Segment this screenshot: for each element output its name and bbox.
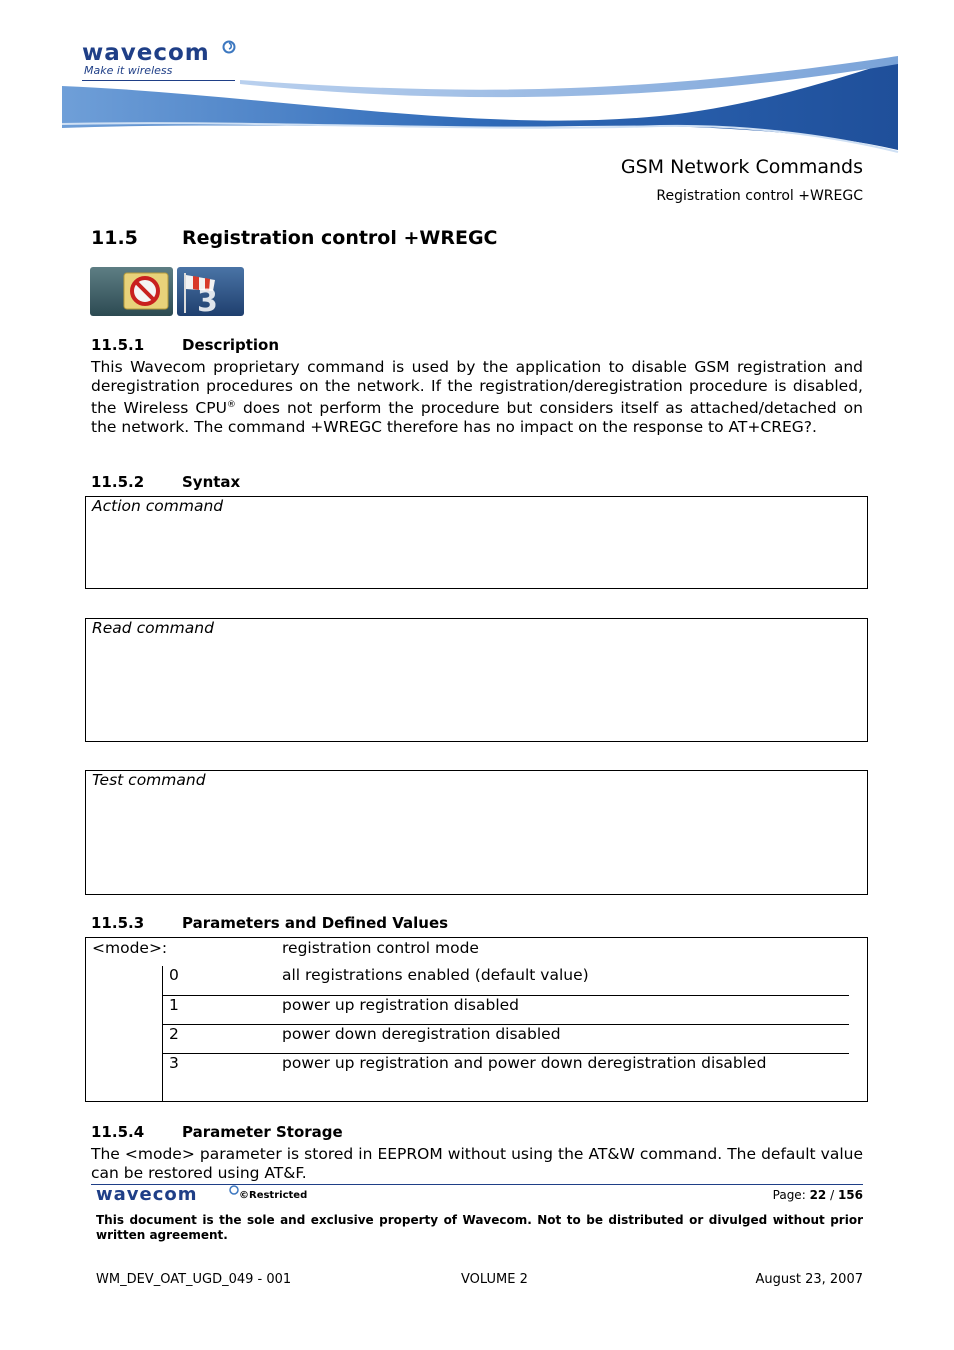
footer-volume: VOLUME 2 [461,1272,528,1287]
wavecom-swirl-icon [222,40,236,54]
heading-number: 11.5 [91,227,138,249]
header-wave-graphic [60,54,900,154]
windsock-icon [177,267,244,316]
heading-title: Registration control +WREGC [182,227,498,249]
param-value-3-desc: power up registration and power down deregistration disabled [282,1054,767,1072]
param-description: registration control mode [282,939,479,957]
syntax-number: 11.5.2 [91,473,145,491]
param-value-2-desc: power down deregistration disabled [282,1025,561,1043]
read-command-label: Read command [92,619,214,637]
footer-restricted-label: ©Restricted [239,1190,308,1201]
storage-heading [91,1123,343,1141]
storage-title: Parameter Storage [182,1123,343,1141]
test-command-label: Test command [92,771,206,789]
footer-rule [91,1184,863,1185]
description-text: This Wavecom proprietary command is used by the application to disable GSM registration and deregistration procedures on the network. If the registration/deregistration procedure is disabled, the Wireless CPU® does not perform the procedure but considers itself as attached/detached on the network. The command +WREGC therefore has no impact on the response to AT+CREG?. [91,358,863,437]
parameters-number: 11.5.3 [91,914,145,932]
syntax-title: Syntax [182,473,241,491]
parameters-title: Parameters and Defined Values [182,914,449,932]
value-column-divider [162,966,163,1101]
description-number: 11.5.1 [91,336,145,354]
param-value-1-desc: power up registration disabled [282,996,520,1014]
description-heading [91,336,279,354]
storage-number: 11.5.4 [91,1123,145,1141]
param-name: <mode>: [92,939,168,957]
parameters-heading [91,914,448,932]
registered-mark: ® [226,400,236,410]
footer-confidentiality-note: This document is the sole and exclusive property of Wavecom. Not to be distributed or divulged without prior written agreement. [96,1213,863,1242]
footer-date: August 23, 2007 [755,1272,863,1287]
footer-doc-reference: WM_DEV_OAT_UGD_049 - 001 [96,1272,292,1287]
param-value-2: 2 [169,1025,179,1043]
logo-tagline: Make it wireless [84,64,173,77]
footer-page-number: Page: 22 / 156 [772,1188,863,1202]
param-value-0: 0 [169,966,179,984]
parameters-table [85,937,868,1102]
footer-swirl-icon [229,1185,239,1195]
param-value-3: 3 [169,1054,179,1072]
test-command-box [85,770,868,895]
syntax-heading [91,473,240,491]
description-title: Description [182,336,280,354]
action-command-box [85,496,868,589]
storage-text: The <mode> parameter is stored in EEPROM without using the AT&W command. The default value can be restored using AT&F. [91,1145,863,1182]
param-value-1: 1 [169,996,179,1014]
section-header-title: GSM Network Commands [620,156,863,178]
logo-underline [82,80,235,81]
section-header-subtitle: Registration control +WREGC [656,188,863,204]
pin-forbidden-icon [90,267,173,316]
windsock-icon-number: 3 [197,284,218,316]
footer-wavecom-logo: wavecom [96,1184,198,1205]
page-heading [91,227,498,249]
read-command-box [85,618,868,742]
wavecom-logo: wavecom [82,40,210,66]
action-command-label: Action command [92,497,224,515]
param-value-0-desc: all registrations enabled (default value) [282,966,589,984]
